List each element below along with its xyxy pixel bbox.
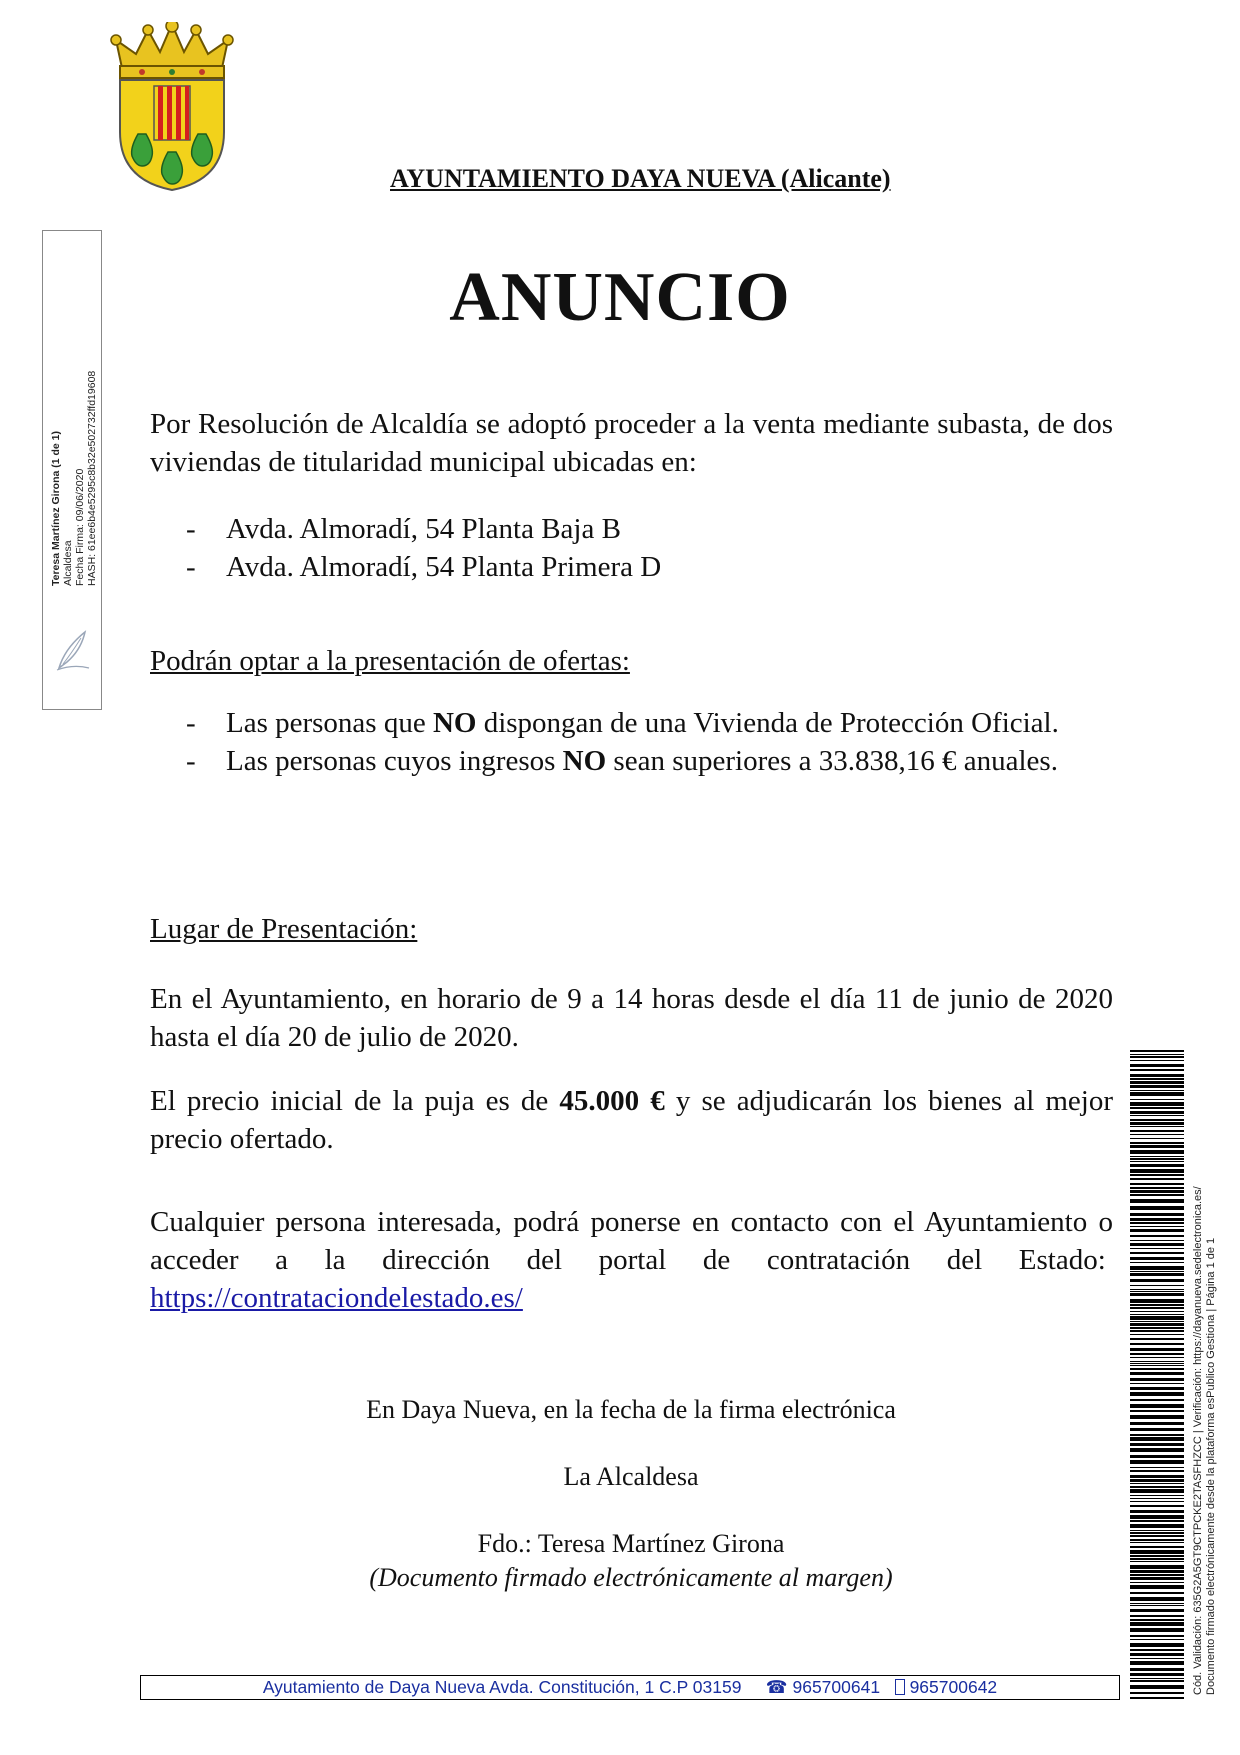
- barcode-bar: [1130, 1577, 1184, 1580]
- barcode-bar: [1130, 1692, 1184, 1694]
- barcode-bar: [1130, 1622, 1184, 1626]
- barcode-bar: [1130, 1218, 1184, 1221]
- barcode-bar: [1130, 1229, 1184, 1232]
- closing-place-date: En Daya Nueva, en la fecha de la firma electrónica: [366, 1395, 896, 1424]
- barcode-bar: [1130, 1470, 1184, 1472]
- barcode-bar: [1130, 1054, 1184, 1055]
- barcode-bar: [1130, 1479, 1184, 1482]
- footer-phone: 965700641: [792, 1677, 881, 1697]
- barcode-bar: [1130, 1520, 1184, 1522]
- barcode-bar: [1130, 1307, 1184, 1309]
- barcode-bar: [1130, 1111, 1184, 1114]
- barcode-bar: [1130, 1392, 1184, 1396]
- barcode-bar: [1130, 1343, 1184, 1345]
- contact-paragraph: [150, 1203, 1113, 1317]
- barcode-bar: [1130, 1603, 1184, 1604]
- crown-icon: [111, 22, 233, 78]
- barcode-bar: [1130, 1437, 1184, 1441]
- barcode-bar: [1130, 1311, 1184, 1312]
- barcode-bar: [1130, 1050, 1184, 1052]
- barcode-bar: [1130, 1240, 1184, 1241]
- barcode-bar: [1130, 1126, 1184, 1127]
- barcode-bar: [1130, 1092, 1184, 1096]
- barcode-bar: [1130, 1668, 1184, 1671]
- barcode-bar: [1130, 1060, 1184, 1061]
- barcode-bar: [1130, 1304, 1184, 1306]
- barcode-bar: [1130, 1615, 1184, 1617]
- closing-signed-by: Fdo.: Teresa Martínez Girona: [477, 1529, 785, 1558]
- barcode-bar: [1130, 1243, 1184, 1246]
- barcode-bar: [1130, 1467, 1184, 1468]
- barcode-bar: [1130, 1353, 1184, 1355]
- contact-text: Cualquier persona interesada, podrá ponerse en contacto con el Ayuntamiento o acceder a la dirección del portal de contratación del Estado:: [150, 1206, 1113, 1276]
- barcode-bar: [1130, 1248, 1184, 1249]
- barcode-bar: [1130, 1383, 1184, 1384]
- barcode-bar: [1130, 1285, 1184, 1286]
- barcode-bar: [1130, 1399, 1184, 1401]
- barcode-bar: [1130, 1635, 1184, 1637]
- barcode-bar: [1130, 1428, 1184, 1431]
- list-item: - Avda. Almoradí, 54 Planta Primera D: [186, 551, 662, 583]
- barcode-bar: [1130, 1378, 1184, 1381]
- eligibility-list: [150, 704, 1113, 780]
- barcode-bar: [1130, 1597, 1184, 1601]
- closing-note: (Documento firmado electrónicamente al margen): [369, 1563, 893, 1592]
- barcode-bar: [1130, 1078, 1184, 1080]
- barcode-bar: [1130, 1262, 1184, 1263]
- barcode-bar: [1130, 1546, 1184, 1548]
- barcode-bar: [1130, 1535, 1184, 1537]
- barcode-bar: [1130, 1226, 1184, 1227]
- barcode-bar: [1130, 1415, 1184, 1419]
- validation-code: Cód. Validación: 635G2A5GT9CTPCKE2TASFHZCC | Verificación: https://dayanueva.sedelectronica.es/: [1192, 1186, 1204, 1695]
- validation-barcode: [1130, 1050, 1184, 1700]
- barcode-bar: [1130, 1199, 1184, 1203]
- barcode-bar: [1130, 1372, 1184, 1375]
- barcode-bar: [1130, 1145, 1184, 1148]
- list-item: - Las personas que NO dispongan de una Vivienda de Protección Oficial.: [186, 707, 1059, 739]
- property-address: Avda. Almoradí, 54 Planta Baja B: [226, 513, 621, 545]
- barcode-bar: [1130, 1323, 1184, 1326]
- barcode-bar: [1130, 1443, 1184, 1446]
- barcode-bar: [1130, 1561, 1184, 1562]
- barcode-bar: [1130, 1574, 1184, 1576]
- barcode-bar: [1130, 1289, 1184, 1290]
- barcode-bar: [1130, 1194, 1184, 1196]
- barcode-bar: [1130, 1314, 1184, 1315]
- barcode-bar: [1130, 1206, 1184, 1210]
- barcode-bar: [1130, 1090, 1184, 1091]
- property-address: Avda. Almoradí, 54 Planta Primera D: [226, 551, 662, 583]
- barcode-bar: [1130, 1252, 1184, 1254]
- barcode-bar: [1130, 1434, 1184, 1436]
- barcode-bar: [1130, 1316, 1184, 1320]
- barcode-bar: [1130, 1404, 1184, 1408]
- barcode-bar: [1130, 1271, 1184, 1272]
- barcode-bar: [1130, 1363, 1184, 1364]
- fax-icon: [895, 1679, 905, 1695]
- footer-address: Ayutamiento de Daya Nueva Avda. Constitución, 1 C.P 03159: [262, 1677, 742, 1697]
- barcode-bar: [1130, 1156, 1184, 1157]
- eligibility-text: Las personas que: [226, 707, 426, 739]
- barcode-bar: [1130, 1334, 1184, 1335]
- barcode-bar: [1130, 1178, 1184, 1180]
- coat-of-arms-logo: [108, 22, 236, 192]
- barcode-bar: [1130, 1365, 1184, 1366]
- barcode-bar: [1130, 1697, 1184, 1699]
- barcode-bar: [1130, 1338, 1184, 1340]
- validation-platform: Documento firmado electrónicamente desde la plataforma esPublico Gestiona | Página 1 de 1: [1205, 1237, 1217, 1695]
- barcode-bar: [1130, 1164, 1184, 1167]
- barcode-bar: [1130, 1515, 1184, 1519]
- signature-feather-icon: [55, 628, 91, 672]
- barcode-bar: [1130, 1213, 1184, 1216]
- barcode-bar: [1130, 1605, 1184, 1606]
- barcode-bar: [1130, 1455, 1184, 1458]
- list-item: - Las personas cuyos ingresos NO sean superiores a 33.838,16 € anuales.: [186, 745, 1058, 777]
- barcode-bar: [1130, 1673, 1184, 1676]
- property-list: [150, 510, 1113, 586]
- eligibility-text: dispongan de una Vivienda de Protección Oficial.: [483, 707, 1059, 739]
- barcode-bar: [1130, 1187, 1184, 1189]
- intro-paragraph: Por Resolución de Alcaldía se adoptó proceder a la venta mediante subasta, de dos viviendas de titularidad municipal ubicadas en:: [150, 408, 1113, 478]
- barcode-bar: [1130, 1486, 1184, 1488]
- barcode-bar: [1130, 1387, 1184, 1390]
- barcode-bar: [1130, 1266, 1184, 1270]
- eligibility-text: Las personas cuyos ingresos: [226, 745, 556, 777]
- barcode-bar: [1130, 1565, 1184, 1569]
- barcode-bar: [1130, 1483, 1184, 1484]
- closing-role: La Alcaldesa: [563, 1462, 699, 1491]
- barcode-bar: [1130, 1107, 1184, 1109]
- barcode-bar: [1130, 1524, 1184, 1528]
- barcode-bar: [1130, 1273, 1184, 1276]
- barcode-bar: [1130, 1327, 1184, 1329]
- barcode-bar: [1130, 1639, 1184, 1640]
- barcode-bar: [1130, 1130, 1184, 1132]
- barcode-bar: [1130, 1368, 1184, 1370]
- barcode-bar: [1130, 1680, 1184, 1682]
- emphasis: NO: [432, 707, 477, 739]
- barcode-bar: [1130, 1161, 1184, 1162]
- barcode-bar: [1130, 1190, 1184, 1193]
- barcode-bar: [1130, 1410, 1184, 1412]
- barcode-bar: [1130, 1653, 1184, 1656]
- barcode-bar: [1130, 1628, 1184, 1632]
- barcode-bar: [1130, 1422, 1184, 1425]
- barcode-bar: [1130, 1658, 1184, 1659]
- barcode-bar: [1130, 1064, 1184, 1067]
- page-title: ANUNCIO: [449, 259, 791, 336]
- barcode-bar: [1130, 1585, 1184, 1589]
- barcode-bar: [1130, 1498, 1184, 1499]
- barcode-bar: [1130, 1122, 1184, 1125]
- signature-hash: HASH: 61ee6b4e5295c8b32e502732ffd19608: [86, 370, 98, 586]
- barcode-bar: [1130, 1321, 1184, 1322]
- barcode-bar: [1130, 1257, 1184, 1260]
- footer-bar: [140, 1675, 1120, 1700]
- emphasis: NO: [562, 745, 607, 777]
- barcode-bar: [1130, 1448, 1184, 1452]
- price-amount: 45.000 €: [559, 1085, 665, 1117]
- bars-emblem: [154, 86, 190, 140]
- barcode-bar: [1130, 1357, 1184, 1358]
- signer-position: Alcaldesa: [62, 540, 74, 586]
- barcode-bar: [1130, 1081, 1184, 1084]
- barcode-bar: [1130, 1609, 1184, 1612]
- place-paragraph: En el Ayuntamiento, en horario de 9 a 14 horas desde el día 11 de junio de 2020 hasta el día 20 de julio de 2020.: [150, 983, 1113, 1053]
- signer-name: Teresa Martínez Girona (1 de 1): [50, 430, 62, 586]
- price-text: y se adjudicarán los bienes al mejor precio ofertado.: [150, 1085, 1114, 1155]
- barcode-bar: [1130, 1570, 1184, 1573]
- place-heading: Lugar de Presentación:: [150, 913, 418, 945]
- price-text: El precio inicial de la puja es de: [150, 1085, 549, 1117]
- barcode-bar: [1130, 1291, 1184, 1292]
- barcode-bar: [1130, 1293, 1184, 1296]
- barcode-bar: [1130, 1643, 1184, 1647]
- barcode-bar: [1130, 1169, 1184, 1173]
- barcode-bar: [1130, 1678, 1184, 1679]
- barcode-bar: [1130, 1069, 1184, 1071]
- eligibility-text: sean superiores a 33.838,16 € anuales.: [613, 745, 1058, 777]
- barcode-bar: [1130, 1330, 1184, 1332]
- barcode-bar: [1130, 1102, 1184, 1106]
- barcode-bar: [1130, 1134, 1184, 1135]
- barcode-bar: [1130, 1661, 1184, 1665]
- municipality-title: AYUNTAMIENTO DAYA NUEVA (Alicante): [390, 164, 891, 193]
- barcode-bar: [1130, 1475, 1184, 1478]
- barcode-bar: [1130, 1685, 1184, 1689]
- barcode-bar: [1130, 1142, 1184, 1144]
- barcode-bar: [1130, 1505, 1184, 1507]
- barcode-bar: [1130, 1649, 1184, 1651]
- barcode-bar: [1130, 1539, 1184, 1541]
- footer-fax: 965700642: [909, 1677, 998, 1697]
- signature-date: Fecha Firma: 09/06/2020: [74, 468, 86, 586]
- list-item: - Avda. Almoradí, 54 Planta Baja B: [186, 513, 621, 545]
- barcode-bar: [1130, 1619, 1184, 1621]
- barcode-bar: [1130, 1056, 1184, 1058]
- barcode-bar: [1130, 1074, 1184, 1077]
- barcode-bar: [1130, 1115, 1184, 1116]
- barcode-bar: [1130, 1361, 1184, 1362]
- barcode-bar: [1130, 1099, 1184, 1100]
- barcode-bar: [1130, 1150, 1184, 1154]
- barcode-bar: [1130, 1119, 1184, 1121]
- barcode-bar: [1130, 1299, 1184, 1303]
- barcode-bar: [1130, 1222, 1184, 1224]
- phone-icon: ☎: [765, 1677, 788, 1697]
- barcode-bar: [1130, 1532, 1184, 1534]
- barcode-bar: [1130, 1138, 1184, 1139]
- barcode-bar: [1130, 1460, 1184, 1464]
- barcode-bar: [1130, 1489, 1184, 1493]
- barcode-bar: [1130, 1348, 1184, 1351]
- barcode-bar: [1130, 1501, 1184, 1502]
- barcode-bar: [1130, 1555, 1184, 1557]
- barcode-bar: [1130, 1495, 1184, 1496]
- barcode-bar: [1130, 1558, 1184, 1560]
- barcode-bar: [1130, 1542, 1184, 1543]
- barcode-bar: [1130, 1550, 1184, 1554]
- contratacion-link[interactable]: https://contrataciondelestado.es/: [150, 1282, 523, 1314]
- barcode-bar: [1130, 1530, 1184, 1531]
- barcode-bar: [1130, 1158, 1184, 1160]
- barcode-bar: [1130, 1235, 1184, 1237]
- barcode-bar: [1130, 1510, 1184, 1513]
- eligibility-heading: Podrán optar a la presentación de ofertas:: [150, 645, 630, 677]
- barcode-bar: [1130, 1279, 1184, 1282]
- price-paragraph: [150, 1082, 1113, 1158]
- barcode-bar: [1130, 1085, 1184, 1088]
- barcode-bar: [1130, 1592, 1184, 1594]
- barcode-bar: [1130, 1582, 1184, 1583]
- barcode-bar: [1130, 1174, 1184, 1176]
- barcode-bar: [1130, 1183, 1184, 1185]
